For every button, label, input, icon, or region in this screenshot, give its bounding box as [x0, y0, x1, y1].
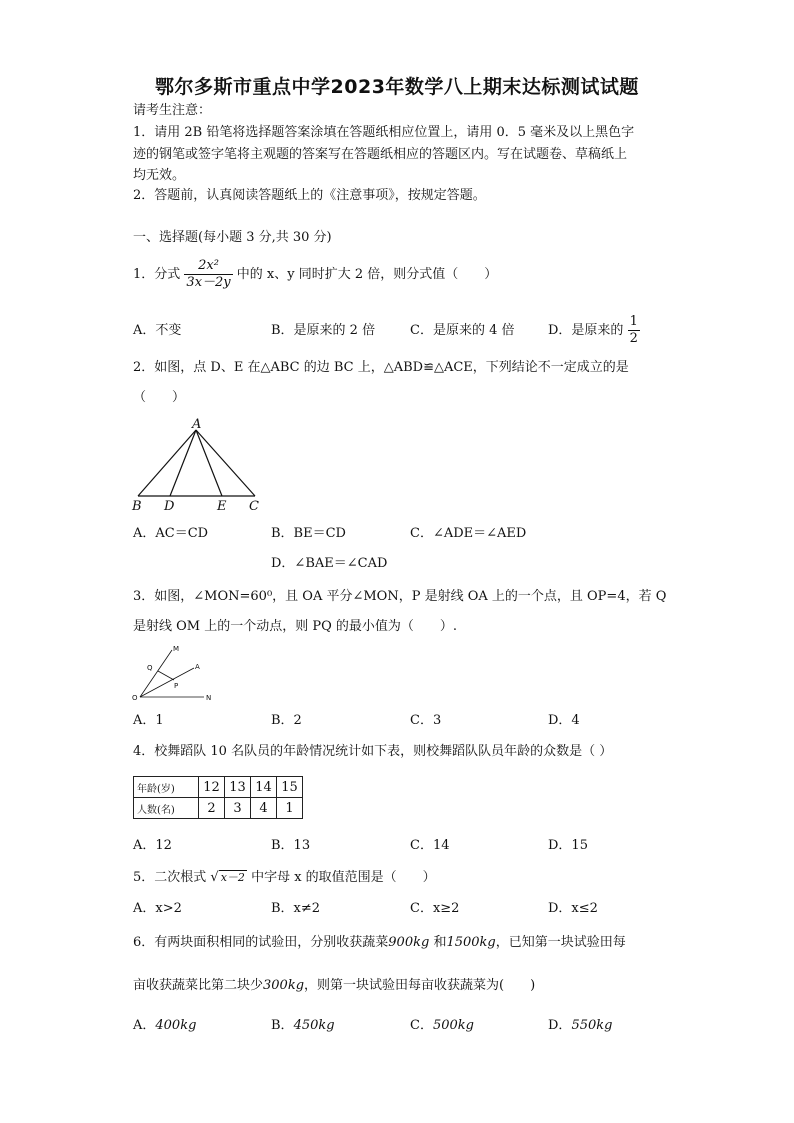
q3-angle-figure [130, 642, 220, 704]
page-title: 鄂尔多斯市重点中学2023年数学八上期末达标测试试题 [155, 76, 639, 98]
q3-line-2: 是射线 OM 上的一个动点，则 PQ 的最小值为（ ）. [133, 619, 458, 634]
q6-line-1 [133, 933, 626, 953]
q4-option-d[interactable]: D．15 [548, 838, 588, 853]
q6-line2-a: 亩收获蔬菜比第二块少 [133, 978, 264, 993]
q6-option-d-label: D． [548, 1018, 572, 1033]
q5-suffix: 中字母 x 的取值范围是（ ） [251, 870, 436, 885]
q6-line1-b: 和 [433, 935, 447, 950]
label-N: N [206, 694, 212, 702]
q3-line-1: 3．如图，∠MON=60⁰，且 OA 平分∠MON，P 是射线 OA 上的一个点，且 OP=4，若 Q [133, 589, 667, 604]
q3-option-a[interactable]: A．1 [133, 713, 164, 728]
q6-line2-b: ，则第一块试验田每亩收获蔬菜为( ) [304, 978, 536, 993]
q5-option-c[interactable]: C．x≥2 [410, 901, 460, 916]
q1-option-a[interactable]: A．不变 [133, 323, 182, 338]
q5-option-d[interactable]: D．x≤2 [548, 901, 598, 916]
q6-option-a[interactable] [133, 1016, 196, 1036]
sqrt-icon: √ [210, 870, 219, 885]
age-cell: 14 [251, 777, 277, 798]
q5-prefix: 5．二次根式 [133, 870, 207, 885]
q1-option-d[interactable] [548, 314, 640, 347]
q3-option-d[interactable]: D．4 [548, 713, 580, 728]
q6-option-d[interactable] [548, 1016, 612, 1036]
q6-option-d-value: 550kg [571, 1018, 613, 1033]
q1-fraction [184, 258, 232, 291]
label-A3: A [195, 663, 200, 671]
segment-QP [158, 671, 174, 680]
notice-line-2: 迹的钢笔或签字笔将主观题的答案写在答题纸相应的答题区内。写在试题卷、草稿纸上 [133, 147, 628, 162]
edge-AE [196, 430, 222, 496]
q6-value-3: 300kg [263, 978, 305, 993]
ray-OA [140, 668, 194, 697]
q4-age-table [133, 776, 303, 819]
q6-line1-c: ，已知第一块试验田每 [495, 935, 626, 950]
notice-line-1: 1．请用 2B 铅笔将选择题答案涂填在答题纸相应位置上，请用 0．5 毫米及以上黑色字 [133, 125, 635, 140]
q1-option-d-fraction [628, 314, 640, 347]
q5-option-a[interactable]: A．x>2 [133, 901, 182, 916]
count-cell: 3 [225, 798, 251, 819]
q1-option-b[interactable]: B．是原来的 2 倍 [271, 323, 376, 338]
q2-option-b[interactable]: B．BE＝CD [271, 526, 346, 541]
notice-line-4: 2．答题前，认真阅读答题纸上的《注意事项》，按规定答题。 [133, 188, 486, 203]
row-label-count: 人数(名) [134, 798, 199, 819]
q1-numerator: 2x² [184, 258, 232, 275]
q2-option-c[interactable]: C．∠ADE＝∠AED [410, 526, 527, 541]
q2-paren: （ ） [133, 390, 186, 405]
count-cell: 1 [277, 798, 303, 819]
edge-AB [138, 430, 196, 496]
q6-line1-a: 6．有两块面积相同的试验田，分别收获蔬菜 [133, 935, 389, 950]
label-C: C [249, 499, 259, 514]
label-B: B [132, 499, 142, 514]
row-label-age: 年龄(岁) [134, 777, 199, 798]
age-cell: 15 [277, 777, 303, 798]
q6-option-a-value: 400kg [155, 1018, 197, 1033]
q6-option-b-label: B． [271, 1018, 294, 1033]
q1-option-d-label: D．是原来的 [548, 323, 624, 338]
q4-stem: 4．校舞蹈队 10 名队员的年龄情况统计如下表，则校舞蹈队队员年龄的众数是（ ） [133, 744, 613, 759]
notice-heading: 请考生注意： [133, 103, 212, 118]
q1-suffix: 中的 x、y 同时扩大 2 倍，则分式值（ ） [236, 267, 498, 282]
q1-denominator: 3x－2y [186, 275, 231, 290]
q6-value-2: 1500kg [446, 935, 496, 950]
count-cell: 2 [199, 798, 225, 819]
edge-AC [196, 430, 255, 496]
q6-option-c[interactable] [410, 1016, 474, 1036]
q4-option-b[interactable]: B．13 [271, 838, 311, 853]
notice-line-3: 均无效。 [133, 168, 186, 183]
q6-line-2 [133, 976, 535, 996]
table-row [134, 777, 303, 798]
label-D: D [164, 499, 175, 514]
q5-radicand: x－2 [220, 871, 245, 884]
q1-option-d-num: 1 [629, 314, 638, 329]
q6-option-c-label: C． [410, 1018, 433, 1033]
q6-option-b[interactable] [271, 1016, 335, 1036]
question-1 [133, 258, 497, 291]
section-heading: 一、选择题(每小题 3 分,共 30 分) [133, 230, 332, 245]
age-cell: 13 [225, 777, 251, 798]
q1-option-c[interactable]: C．是原来的 4 倍 [410, 323, 515, 338]
label-O: O [132, 694, 138, 702]
label-P: P [174, 682, 179, 690]
age-cell: 12 [199, 777, 225, 798]
label-Q: Q [147, 664, 153, 672]
question-5 [133, 868, 436, 888]
ray-OM [140, 650, 172, 697]
table-row [134, 798, 303, 819]
q6-option-a-label: A． [133, 1018, 156, 1033]
q2-triangle-figure [128, 416, 268, 514]
q3-option-b[interactable]: B．2 [271, 713, 302, 728]
q6-option-c-value: 500kg [432, 1018, 474, 1033]
q5-option-b[interactable]: B．x≠2 [271, 901, 321, 916]
q2-option-a[interactable]: A．AC＝CD [133, 526, 209, 541]
edge-AD [170, 430, 196, 496]
q2-option-d[interactable]: D．∠BAE＝∠CAD [271, 556, 388, 571]
q4-option-c[interactable]: C．14 [410, 838, 450, 853]
label-M: M [173, 645, 180, 653]
q6-option-b-value: 450kg [293, 1018, 335, 1033]
q3-option-c[interactable]: C．3 [410, 713, 442, 728]
q4-option-a[interactable]: A．12 [133, 838, 172, 853]
q1-option-d-den: 2 [629, 331, 638, 346]
q6-value-1: 900kg [388, 935, 430, 950]
count-cell: 4 [251, 798, 277, 819]
q1-prefix: 1．分式 [133, 267, 181, 282]
label-A: A [192, 417, 202, 432]
q2-stem: 2．如图，点 D、E 在△ABC 的边 BC 上，△ABD≌△ACE，下列结论不一定成立的是 [133, 360, 629, 375]
label-E: E [217, 499, 227, 514]
